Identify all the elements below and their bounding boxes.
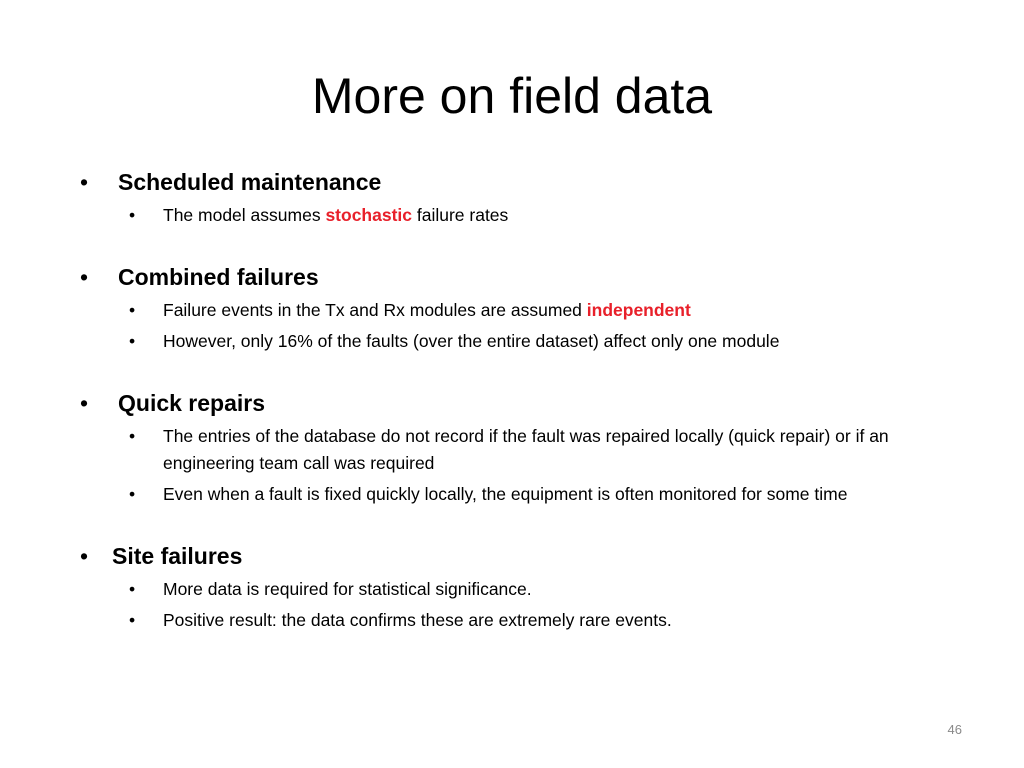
list-item: [80, 481, 963, 508]
bullet: •: [80, 169, 89, 195]
bullet: •: [80, 543, 89, 569]
section-scheduled-maintenance: [80, 164, 980, 229]
section-quick-repairs: [80, 385, 980, 508]
bullet: •: [129, 484, 136, 504]
list-item: [80, 576, 963, 603]
section-heading: [80, 259, 980, 295]
list-item: [80, 297, 963, 324]
page-number: 46: [947, 722, 962, 737]
section-combined-failures: [80, 259, 980, 355]
emphasis-text: independent: [586, 300, 691, 320]
section-heading: [80, 385, 980, 421]
item-text: The model assumes: [163, 205, 326, 225]
bullet: •: [80, 264, 89, 290]
bullet: •: [129, 426, 136, 446]
bullet: •: [80, 390, 89, 416]
item-text: Positive result: the data confirms these are extremely rare events.: [163, 610, 672, 630]
item-text: However, only 16% of the faults (over the entire dataset) affect only one module: [163, 331, 780, 351]
section-heading-text: Scheduled maintenance: [118, 169, 382, 195]
section-heading-text: Quick repairs: [118, 390, 266, 416]
item-text: Even when a fault is fixed quickly locally, the equipment is often monitored for some time: [163, 484, 848, 504]
section-heading: [80, 538, 980, 574]
section-heading-text: Site failures: [112, 543, 243, 569]
emphasis-text: stochastic: [325, 205, 412, 225]
bullet: •: [129, 579, 136, 599]
slide-title: More on field data: [311, 68, 713, 124]
item-text: failure rates: [412, 205, 509, 225]
bullet: •: [129, 205, 136, 225]
item-text: Failure events in the Tx and Rx modules are assumed: [163, 300, 587, 320]
item-text: The entries of the database do not record if the fault was repaired locally (quick repair) or if an engineering team call was required: [163, 426, 889, 473]
list-item: [80, 607, 963, 634]
section-heading-text: Combined failures: [118, 264, 319, 290]
list-item: [80, 202, 963, 229]
list-item: [80, 328, 963, 355]
item-text: More data is required for statistical significance.: [163, 579, 532, 599]
list-item: [80, 423, 963, 477]
section-site-failures: [80, 538, 980, 634]
bullet: •: [129, 331, 136, 351]
section-heading: [80, 164, 980, 200]
bullet: •: [129, 300, 136, 320]
slide-content: [80, 164, 980, 638]
bullet: •: [129, 610, 136, 630]
